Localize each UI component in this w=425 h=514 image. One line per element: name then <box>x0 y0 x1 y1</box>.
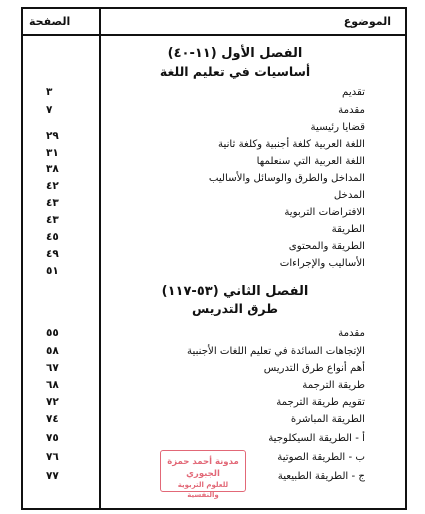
toc-entry-title: الطريقة والمحتوى <box>288 241 365 252</box>
toc-entry-title: مقدمة <box>338 105 365 116</box>
toc-entry-title: الإتجاهات السائدة في تعليم اللغات الأجنبية <box>187 346 365 357</box>
toc-entry-title: تقديم <box>342 87 365 98</box>
header-divider <box>23 34 405 36</box>
toc-entry-page: ٣١ <box>46 147 59 159</box>
toc-entry-page: ٤٣ <box>46 214 59 226</box>
toc-entry-page: ٧٥ <box>46 432 59 444</box>
toc-entry-title: المدخل <box>333 190 365 201</box>
topic-column-header: الموضوع <box>343 15 391 28</box>
toc-entry-title: الأساليب والإجراءات <box>279 258 365 269</box>
toc-entry-title: الطريقة <box>331 224 365 235</box>
chapter-1-title: الفصل الأول (١١-٤٠) <box>167 46 303 61</box>
toc-entry-page: ٥٨ <box>46 345 59 357</box>
toc-entry-page: ٦٧ <box>46 362 59 374</box>
toc-entry-title: الطريقة المباشرة <box>290 414 365 425</box>
toc-entry-title: أهم أنواع طرق التدريس <box>263 363 365 374</box>
toc-entry-page: ٤٥ <box>46 231 59 243</box>
toc-entry-page: ٦٨ <box>46 379 59 391</box>
stamp-line-2: للعلوم التربوية والنفسية <box>177 481 229 499</box>
page-column-header: الصفحة <box>29 15 71 28</box>
toc-entry-page: ٣ <box>46 86 53 98</box>
toc-entry-title: الافتراضات التربوية <box>284 207 365 218</box>
toc-entry-title: المداخل والطرق والوسائل والأساليب <box>208 173 365 184</box>
toc-entry-page: ٤٢ <box>46 180 59 192</box>
toc-entry-title: اللغة العربية كلغة أجنبية وكلغة ثانية <box>218 139 365 150</box>
toc-entry-page: ٧٦ <box>46 451 59 463</box>
toc-entry-page: ٥٥ <box>46 327 59 339</box>
toc-entry-title: قضايا رئيسية <box>310 122 365 133</box>
toc-entry-title: اللغة العربية التي سنعلمها <box>256 156 365 167</box>
toc-entry-page: ٧ <box>46 104 53 116</box>
toc-entry-title: ج - الطريقة الطبيعية <box>277 471 365 482</box>
toc-entry-title: ب - الطريقة الصوتية <box>277 452 365 463</box>
toc-entry-title: أ - الطريقة السيكلوجية <box>268 433 365 444</box>
toc-entry-title: تقويم طريقة الترجمة <box>276 397 365 408</box>
chapter-1-subtitle: أساسيات في تعليم اللغة <box>159 64 311 79</box>
toc-entry-page: ٧٤ <box>46 413 59 425</box>
toc-entry-page: ٣٨ <box>46 163 59 175</box>
chapter-2-title: الفصل الثاني (٥٣-١١٧) <box>161 284 309 299</box>
chapter-2-subtitle: طرق التدريس <box>192 301 278 316</box>
blog-watermark-stamp <box>160 450 246 499</box>
column-divider <box>99 9 101 508</box>
toc-entry-page: ٢٩ <box>46 130 59 142</box>
toc-entry-page: ٤٩ <box>46 248 59 260</box>
toc-entry-page: ٤٣ <box>46 197 59 209</box>
stamp-line-1: مدونة أحمد حمزة الجبوري <box>167 457 239 479</box>
toc-entry-page: ٧٧ <box>46 470 59 482</box>
toc-entry-title: مقدمة <box>338 328 365 339</box>
toc-entry-page: ٧٢ <box>46 396 59 408</box>
toc-entry-page: ٥١ <box>46 265 59 277</box>
toc-entry-title: طريقة الترجمة <box>302 380 365 391</box>
